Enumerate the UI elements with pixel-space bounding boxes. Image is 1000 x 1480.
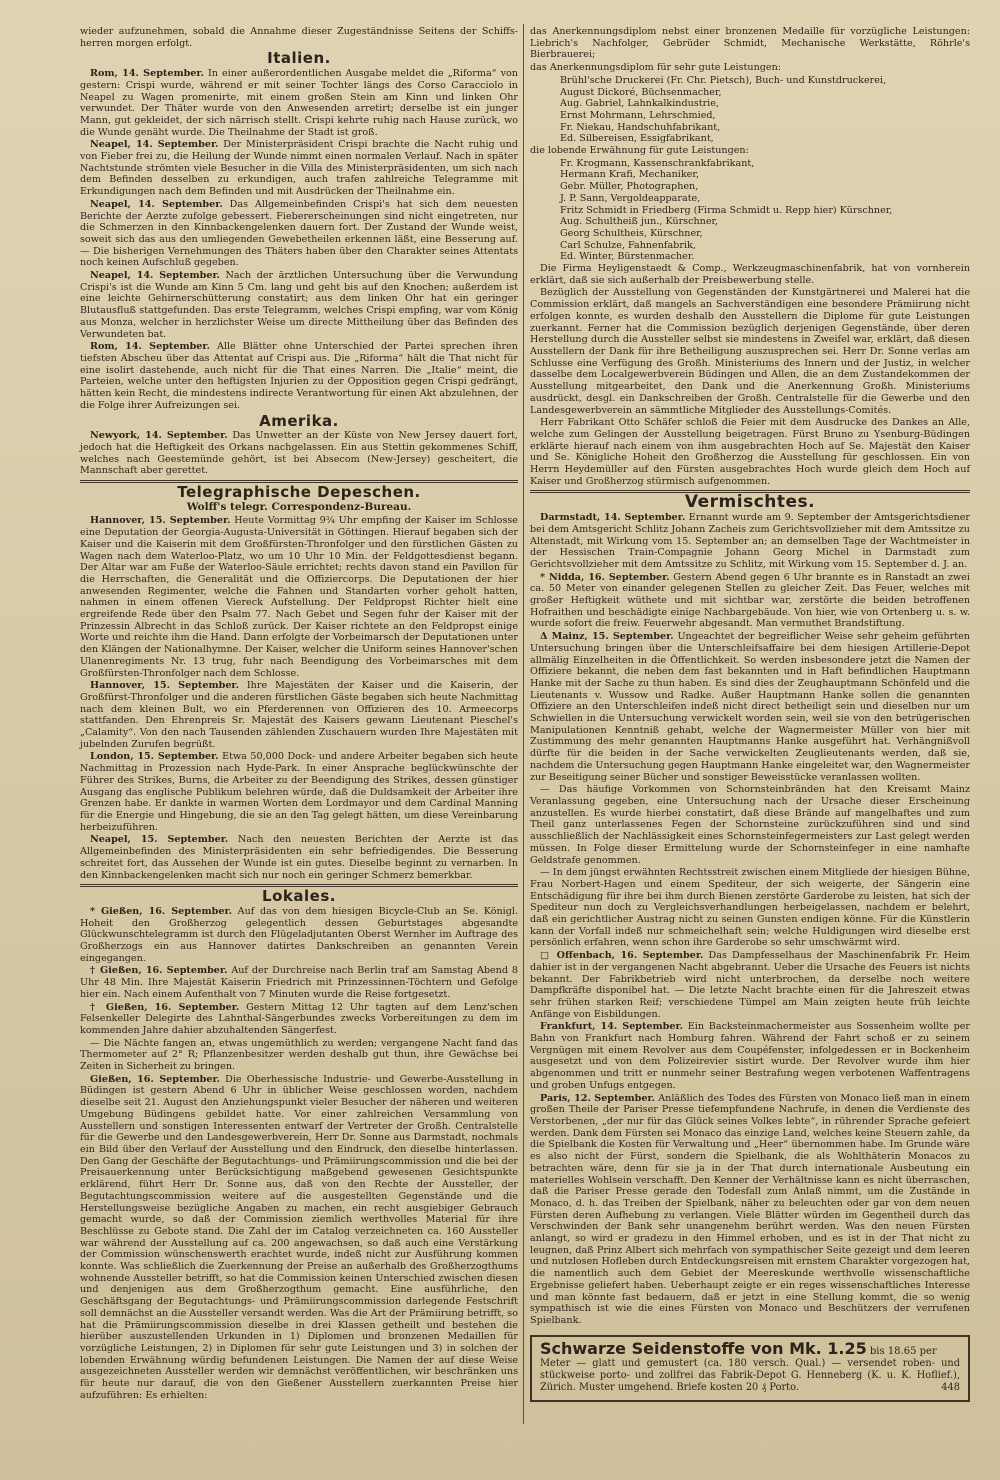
article-dateline: Paris, 12. September. bbox=[540, 1092, 656, 1104]
article bbox=[80, 751, 518, 833]
list-item: Fr. Niekau, Handschuhfabrikant, bbox=[560, 121, 721, 133]
list-item: Fr. Krogmann, Kassenschrankfabrikant, bbox=[560, 157, 755, 169]
list-item: Georg Schultheis, Kürschner, bbox=[560, 227, 703, 239]
article bbox=[80, 68, 518, 138]
article bbox=[530, 950, 970, 1020]
article bbox=[80, 906, 518, 965]
section-heading-telegraphische: Telegraphische Depeschen. bbox=[177, 483, 421, 502]
article-text: — In dem jüngst erwähnten Rechtsstreit zwischen einem Mitgliede der hiesigen Bühne, Frau Norbert-Hagen und einem Spediteur, der sich weigerte, der Sängerin eine Entschädigung für ihre bei ihm durch Bienen zerstörte Garderobe zu leisten, hat sich der Spediteur nun doch zu Vergleichsverhandlungen herbeigelassen, nachdem er belehrt, daß ein gerichtlicher Austrag nicht zu seinen Gunsten endigen könne. Für die Künstlerin kann der Vorfall indeß nur schmeichelhaft sein; welche Huldigungen wird dieselbe erst persönlich erfahren, wenn schon ihre Garderobe so sehr umschwärmt wird. bbox=[530, 867, 970, 949]
ad-title: Schwarze Seidenstoffe von Mk. 1.25 bbox=[540, 1338, 867, 1358]
article-text: — Die Nächte fangen an, etwas ungemüthlich zu werden; vergangene Nacht fand das Thermometer auf 2° R; Pflanzenbesitzer werden deshalb gut thun, ihre Gewächse bei Zeiten in Sicherheit zu bringen. bbox=[80, 1037, 518, 1073]
article-text: Die Firma Heyligenstaedt & Comp., Werkzeugmaschinenfabrik, hat von vornherein erklärt, daß sie sich außerhalb der Preisbewerbung stelle. bbox=[530, 263, 970, 286]
article-text: Das Unwetter an der Küste von New Jersey dauert fort, jedoch hat die Heftigkeit des Orkans nachgelassen. Ein aus Stettin gekommenes Schiff, welches nach Geestemünde gehört, ist bei Absecom (New-Jersey) gescheitert, die Mannschaft aber gerettet. bbox=[80, 430, 518, 477]
article bbox=[80, 680, 518, 750]
article-text: Ein Backsteinmachermeister aus Sossenheim wollte per Bahn von Frankfurt nach Homburg fahren. Während der Fahrt schoß er zu seinem Vergnügen mit einem Revolver aus dem Coupéfenster, infolgedessen er in Bockenheim ausgesetzt und von dem Polizeirevier sistirt wurde. Der Revolver wurde ihm hier abgenommen und tritt er nunmehr seiner Bestrafung wegen verbotenen Waffentragens und groben Unfugs entgegen. bbox=[530, 1021, 970, 1091]
article-text: In einer außerordentlichen Ausgabe meldet die „Riforma“ von gestern: Crispi wurde, während er mit seiner Tochter längs des Corso Caracciolo in Neapel zu Wagen promenirte, mit einem großen Stein am Kinn und linken Ohr verwundet. Der Thäter wurde von den Anwesenden arretirt; derselbe ist ein junger Mann, gut gekleidet, der sich närrisch stellt. Crispi kehrte ruhig nach Hause zurück, wo die Wunde genäht wurde. Die Theilnahme der Stadt ist groß. bbox=[80, 68, 518, 138]
award-list-sehr-gut bbox=[530, 75, 970, 145]
ad-body-text: Meter — glatt und gemustert (ca. 180 versch. Qual.) — versendet roben- und stückweise porto- und zollfrei das Fabrik-Depot G. Henneberg (K. u. K. Hoflief.), Zürich. Muster umgehend. Briefe kosten 20 ₰ Porto. bbox=[540, 1357, 960, 1393]
article-dateline: Δ Mainz, 15. September. bbox=[540, 631, 674, 643]
left-column bbox=[80, 26, 518, 1402]
article bbox=[80, 965, 518, 1000]
article-dateline: Neapel, 14. September. bbox=[90, 198, 223, 210]
award-intro: das Anerkennungsdiplom nebst einer bronzenen Medaille für vorzügliche Leistungen: Liebrich's Nachfolger, Gebrüder Schmidt, Mechanische Werkstätte, Röhrle's Bierbrauerei; bbox=[530, 26, 970, 61]
article-dateline: † Gießen, 16. September. bbox=[90, 965, 228, 977]
article-text: Ungeachtet der begreiflicher Weise sehr geheim geführten Untersuchung bringen über die Unterschleifsaffaire bei dem hiesigen Artillerie-Depot allmälig Einzelheiten in die Öffentlichkeit. So werden insbesondere jetzt die Namen der Offiziere bekannt, die neben dem fast bekannten und in Haft befindlichen Hauptmann Hanke mit der Sache zu thun haben. Es sind dies der Zeughauptmann Schönfeld und die Lieutenants v. Wussow und Radke. Außer Hauptmann Hanke sollen die genannten Offiziere an den Unterschleifen indeß nicht direct betheiligt sein und dieselben nur um Schwiellen in die Untersuchung verwickelt worden sein, weil sie von den betrügerischen Manipulationen Kenntniß gehabt, welche der Wagnermeister Müller von hier mit Zustimmung des mehr genannten Hauptmanns Hanke ausgeführt hat. Verhängnißvoll dürfte für die beiden in der Sache verwickelten Zeuglieutenants werden, daß sie, nachdem die Untersuchung gegen Hauptmann Hanke eingeleitet war, den Wagnermeister zur Beseitigung seiner Bücher und sonstiger Beweisstücke veranlassen wollten. bbox=[530, 631, 970, 783]
article-text: Auf das von dem hiesigen Bicycle-Club an Se. Königl. Hoheit den Großherzog gelegentlich dessen Geburtstages abgesandte Glückwunschtelegramm ist durch den Flügeladjutanten Oberst Wernher im Auftrage des Großherzogs ein aus Hannover datirtes Dankschreiben an genannten Verein eingegangen. bbox=[80, 905, 518, 964]
article-text: Ernannt wurde am 9. September der Amtsgerichtsdiener bei dem Amtsgericht Schlitz Johann Zacheis zum Gerichtsvollzieher mit dem Amtssitze zu Altenstadt, mit Wirkung vom 15. September an; an demselben Tage der Wachtmeister in der Hessischen Train-Compagnie Johann Georg Michel in Darmstadt zum Gerichtsvollzieher mit dem Amtssitze zu Schlitz, mit Wirkung vom 15. September d. J. an. bbox=[530, 512, 970, 570]
award-label-sehr-gut: das Anerkennungsdiplom für sehr gute Leistungen: bbox=[530, 62, 781, 74]
list-item: Ernst Mohrmann, Lehrschmied, bbox=[560, 109, 716, 121]
list-item: Ed. Silbereisen, Essigfabrikant, bbox=[560, 133, 714, 145]
list-item: Hermann Krafi, Mechaniker, bbox=[560, 169, 699, 181]
article-dateline: Rom, 14. September. bbox=[90, 68, 204, 80]
section-heading-italien: Italien. bbox=[267, 49, 331, 68]
article bbox=[80, 199, 518, 269]
article bbox=[530, 784, 970, 866]
list-item: Fritz Schmidt in Friedberg (Firma Schmidt u. Repp hier) Kürschner, bbox=[560, 204, 893, 216]
article-text: Heute Vormittag 9¾ Uhr empfing der Kaiser im Schlosse eine Deputation der Georgia-Augusta-Universität in Göttingen. Hierauf begaben sich der Kaiser und die Kaiserin mit dem Großfürsten-Thronfolger und den fürstlichen Gästen zu Wagen nach dem Waterloo-Platz, wo um 10 Uhr 10 Min. der Feldgottesdienst begann. Der Altar war am Fuße der Waterloo-Säule errichtet; rechts davon stand ein Pavillon für die Herrschaften, die Generalität und die Offiziercorps. Die Deputationen der hier anwesenden Regimenter, welche die Fahnen und Standarten vorher geholt hatten, nahmen in einem offenen Viereck Aufstellung. Der Feldpropst Richter hielt eine ergreifende Rede über den Psalm 77. Nach Gebet und Segen fuhr der Kaiser mit der Prinzessin Albrecht in das Schloß zurück. Der Kaiser richtete an den Feldpropst einige Worte und reichte ihm die Hand. Dann erfolgte der Vorbeimarsch der Deputationen unter den Klängen der Nationalhymne. Der Kaiser, welcher die Uniform seines Hannover'schen Ulanenregiments Nr. 13 trug, fuhr nach Beendigung des Vorbeimarsches mit dem Großfürsten-Thronfolger nach dem Schlosse. bbox=[80, 515, 518, 679]
article bbox=[530, 631, 970, 783]
article bbox=[80, 515, 518, 679]
award-list-lobend bbox=[530, 158, 970, 263]
intro-text: wieder aufzunehmen, sobald die Annahme dieser Zugeständnisse Seitens der Schiffs-herren morgen erfolgt. bbox=[80, 26, 518, 49]
article bbox=[80, 270, 518, 340]
list-item: Ed. Winter, Bürstenmacher. bbox=[560, 251, 695, 263]
article-text: — Das häufige Vorkommen von Schornsteinbränden hat den Kreisamt Mainz Veranlassung gegeben, eine Untersuchung nach der Ursache dieser Erscheinung anzustellen. Es wurde hierbei constatirt, daß diese Brände auf mangelhaftes und zum Theil ganz unterlassenes Fegen der Schornsteine zurückzuführen sind und sind ausschließlich der Nachlässigkeit eines Schornsteinfegermeisters zur Last gelegt werden müssen. In Folge dieser Ermittelung wurde der Schornsteinfeger in eine namhafte Geldstrafe genommen. bbox=[530, 784, 970, 866]
section-heading-lokales: Lokales. bbox=[262, 887, 336, 906]
article bbox=[80, 139, 518, 198]
article bbox=[530, 572, 970, 631]
article-text: Nach den neuesten Berichten der Aerzte ist das Allgemeinbefinden des Ministerpräsidenten ein sehr befriedigendes. Die Besserung schreitet fort, das Aussehen der Wunde ist ein gutes. Dieselbe beginnt zu vernarben. In den Kinnbackengelenken macht sich nur noch ein geringer Schmerz bemerkbar. bbox=[80, 834, 518, 881]
article-dateline: † Gießen, 16. September. bbox=[90, 1001, 240, 1013]
article-text: Der Ministerpräsident Crispi brachte die Nacht ruhig und von Fieber frei zu, die Heilung der Wunde nimmt einen normalen Verlauf. Nach in später Nachtstunde strömten viele Besucher in die Villa des Ministerpräsidenten, um sich nach dem Befinden desselben zu erkundigen, auch trafen zahlreiche Telegramme mit Erkundigungen nach dem Befinden und mit Ausdrücken der Theilnahme ein. bbox=[80, 139, 518, 198]
list-item: Aug. Gabriel, Lahnkalkindustrie, bbox=[560, 98, 719, 110]
article-dateline: Neapel, 15. September. bbox=[90, 834, 229, 846]
article-dateline: □ Offenbach, 16. September. bbox=[540, 950, 704, 962]
article-dateline: London, 15. September. bbox=[90, 751, 219, 763]
article bbox=[530, 1021, 970, 1091]
article-dateline: Frankfurt, 14. September. bbox=[540, 1021, 684, 1033]
article-text: Anläßlich des Todes des Fürsten von Monaco ließ man in einem großen Theile der Pariser Presse tiefempfundene Nachrufe, in denen die Verdienste des Verstorbenen, „der nur für das Glück seines Volkes lebte“, in rührender Sprache gefeiert werden. Dank dem Fürsten sei Monaco das einzige Land, welches keine Steuern zahle, da die Spielbank die Kosten für Verwaltung und „Heer“ übernommen habe. Im Grunde wäre es also nicht der Fürst, sondern die Spielbank, die als Wohlthäterin Monacos zu betrachten wäre, denn für sie ja in der That durch internationale Ausbeutung ein materielles Wohlsein verschafft. Den Kenner der Verhältnisse kann es nicht überraschen, daß die Pariser Presse gerade den Todesfall zum Anlaß nimmt, um die Zustände in Monaco, d. h. das Treiben der Spielbank, näher zu beleuchten oder gar von dem neuen Fürsten deren Aufhebung zu verlangen. Viele Blätter würden im Gegentheil durch das Verschwinden der Bank sehr unangenehm berührt werden. Was den neuen Fürsten anlangt, so wird er gradezu in den Himmel erhoben, und es ist in der That nicht zu leugnen, daß Prinz Albert sich mehrfach von sympathischer Seite gezeigt und dem leeren und nutzlosen Hofleben durch Entdeckungsreisen mit ernstem Charakter vorgezogen hat, die namentlich auch dem Gebiet der Meereskunde werthvolle wissenschaftliche Ergebnisse geliefert haben. Ueberhaupt zeigte er ein reges wissenschaftliches Interesse und man könnte fast bedauern, daß er jetzt in eine Stellung kommt, die so wenig sympathisch ist wie die eines Fürsten von Monaco und Beschützers der verrufenen Spielbank. bbox=[530, 1092, 970, 1326]
article bbox=[80, 430, 518, 477]
article-dateline: Neapel, 14. September. bbox=[90, 270, 220, 282]
article bbox=[530, 512, 970, 571]
article bbox=[80, 1002, 518, 1037]
article-text: Gestern Abend gegen 6 Uhr brannte es in Ranstadt an zwei ca. 50 Meter von einander gelegenen Stellen zu gleicher Zeit. Das Feuer, welches mit großer Heftigkeit wüthete und mit sichtbar war, zerstörte die beiden betroffenen Hofraithen und beschädigte einige Nachbargebäude. Von hier, wie von Ortenberg u. s. w. wurde sofort die freiw. Feuerwehr abgesandt. Man vermuthet Brandstiftung. bbox=[530, 571, 970, 630]
article-dateline: Hannover, 15. September. bbox=[90, 515, 231, 527]
column-divider bbox=[523, 24, 524, 1424]
list-item: Gebr. Müller, Photographen, bbox=[560, 181, 699, 193]
article bbox=[80, 341, 518, 411]
article bbox=[530, 1093, 970, 1327]
award-label-lobend: die lobende Erwähnung für gute Leistungen: bbox=[530, 145, 749, 157]
article-text: Das Allgemeinbefinden Crispi's hat sich dem neuesten Berichte der Aerzte zufolge gebessert. Fiebererscheinungen sind nicht eingetreten, nur die Schmerzen in den Kinnbackengelenken dauern fort. Der Zustand der Wunde weist, soweit sich das aus den umliegenden Gewebetheilen erkennen läßt, eine Besserung auf. — Die bisherigen Vernehmungen des Thäters haben über den Charakter seines Attentats noch keinen Aufschluß gegeben. bbox=[80, 198, 518, 269]
article bbox=[80, 1038, 518, 1073]
ad-number: 448 bbox=[941, 1381, 960, 1393]
article-text: Ihre Majestäten der Kaiser und die Kaiserin, der Großfürst-Thronfolger und die anderen fürstlichen Gäste begaben sich heute Nachmittag nach dem kleinen Bult, wo ein Pferderennen von Offizieren des 10. Armeecorps stattfanden. Den Ehrenpreis Sr. Majestät des Kaisers gewann Lieutenant Pieschel's „Calamity“. Von den nach Tausenden zählenden Zuschauern wurden Ihre Majestäten mit jubelnden Zurufen begrüßt. bbox=[80, 680, 518, 750]
article-dateline: * Nidda, 16. September. bbox=[540, 571, 670, 583]
ad-body bbox=[540, 1358, 960, 1394]
article-dateline: Newyork, 14. September. bbox=[90, 430, 228, 442]
list-item: J. P. Sann, Vergoldeapparate, bbox=[560, 192, 701, 204]
section-heading-vermischtes: Vermischtes. bbox=[684, 492, 816, 513]
article-text: Nach der ärztlichen Untersuchung über die Verwundung Crispi's ist die Wunde am Kinn 5 Cm. lang und geht bis auf den Knochen; außerdem ist eine leichte Gehirnerschütterung constatirt; aus dem linken Ohr hat ein geringer Blutausfluß stattgefunden. Das erste Telegramm, welches Crispi empfing, war vom König aus Monza, welcher in herzlichster Weise um directe Mittheilung über das Befinden des Verwundeten bat. bbox=[80, 270, 518, 340]
list-item: Brühl'sche Druckerei (Fr. Chr. Pietsch), Buch- und Kunstdruckerei, bbox=[560, 74, 887, 86]
article-dateline: * Gießen, 16. September. bbox=[90, 905, 232, 917]
ad-title-rest: bis 18.65 per bbox=[869, 1345, 937, 1357]
article-text: Alle Blätter ohne Unterschied der Partei sprechen ihren tiefsten Abscheu über das Attentat auf Crispi aus. Die „Riforma“ hält die That nicht für eine isolirt dastehende, auch nicht für die That eines Narren. Die „Italie“ meint, die Parteien, welche unter den heftigsten Injurien zu der Opposition gegen Crispi gedrängt, hätten kein Recht, die mindestens indirecte Verantwortung für einen Akt abzulehnen, der die Folge ihrer Aufreizungen sei. bbox=[80, 341, 518, 411]
article-text: Die Oberhessische Industrie- und Gewerbe-Ausstellung in Büdingen ist gestern Abend 6 Uhr in üblicher Weise geschlossen worden, nachdem dieselbe seit 21. August den Anziehungspunkt vieler Besucher der näheren und weiteren Umgebung Büdingens gebildet hatte. Vor einer zahlreichen Versammlung von Ausstellern und sonstigen Interessenten entwarf der Vertreter der Großh. Centralstelle für die Gewerbe und den Landesgewerbverein, Herr Dr. Sonne aus Darmstadt, nochmals ein Bild über den Verlauf der Ausstellung und den Eindruck, den dieselbe hinterlassen. Den Gang der Geschäfte der Begutachtungs- und Prämiirungscommission und die bei der Preisauerkennung unter Berücksichtigung maßgebend gewesenen Gesichtspunkte erklärend, führt Herr Dr. Sonne aus, daß von den Rechte der Aussteller, der Begutachtungscommission weitere auf die ausgestellten Gegenstände und die Herstellungsweise bezügliche Angaben zu machen, ein recht ausgiebiger Gebrauch gemacht wurde, so daß der Commission ziemlich werthvolles Material für ihre Beschlüsse zu Gebote stand. Die Zahl der im Catalog verzeichneten ca. 160 Aussteller war während der Ausstellung auf ca. 200 angewachsen, so daß auch eine Verstärkung der Commission wünschenswerth erachtet wurde, indeß nicht zur Ausführung kommen konnte. Was schließlich die Zuerkennung der Preise an außerhalb des Großherzogthums wohnende Aussteller betrifft, so hat die Commission keinen Unterschied zwischen diesen und denjenigen aus dem Großherzogthum gemacht. Eine ausführliche, den Geschäftsgang der Begutachtungs- und Prämiirungscommission darlegende Festschrift soll demnächst an die Aussteller versandt werden. Was die Art der Prämiirung betrifft, so hat die Prämiirungscommission dieselbe in drei Klassen getheilt und bestehen die hierüber auszustellenden Urkunden in 1) Diplomen und bronzenen Medaillen für vorzügliche Leistungen, 2) in Diplomen für sehr gute Leistungen und 3) in solchen der lobenden Erwähnung würdig befundenen Leistungen. Die Namen der auf diese Weise ausgezeichneten Aussteller werden wir demnächst veröffentlichen, wir beschränken uns für heute nur darauf, die von den Gießener Ausstellern zuerkannten Preise hier aufzuführen: Es erhielten: bbox=[80, 1073, 518, 1401]
list-item: August Dickoré, Büchsenmacher, bbox=[560, 86, 722, 98]
ad-headline bbox=[540, 1338, 960, 1358]
advertisement-box bbox=[530, 1335, 970, 1402]
article-dateline: Rom, 14. September. bbox=[90, 341, 210, 353]
article-dateline: Darmstadt, 14. September. bbox=[540, 512, 686, 524]
article bbox=[80, 834, 518, 881]
article bbox=[530, 867, 970, 949]
article-text: Etwa 50,000 Dock- und andere Arbeiter begaben sich heute Nachmittag in Prozession nach Hyde-Park. In einer Ansprache beglückwünschte der Führer des Strikes, Burns, die Arbeiter zu der Beendigung des Strikes, dessen günstiger Ausgang das englische Publikum belehren würde, daß die Duldsamkeit der Arbeiter ihre Grenzen habe. Er dankte in warmen Worten dem Lordmayor und dem Cardinal Manning für die Energie und Hingebung, die sie an den Tag gelegt hätten, um diese Vereinbarung herbeizuführen. bbox=[80, 751, 518, 833]
list-item: Carl Schulze, Fahnenfabrik, bbox=[560, 239, 696, 251]
right-column bbox=[530, 26, 970, 1402]
section-subhead: Wolff's telegr. Correspondenz-Bureau. bbox=[186, 500, 412, 513]
section-heading-amerika: Amerika. bbox=[259, 411, 339, 430]
article-text: Bezüglich der Ausstellung von Gegenständen der Kunstgärtnerei und Malerei hat die Commission erklärt, daß mangels an Sachverständigen eine besondere Prämiirung nicht erfolgen konnte, es wurden deshalb den Ausstellern die Diplome für gute Leistungen zuerkannt. Ferner hat die Commission bezüglich derjenigen Gegenstände, über deren Herstellung durch die Aussteller selbst sie mindestens in Zweifel war, erklärt, daß diesen Ausstellern der Dank für ihre Betheiligung auszusprechen sei. Herr Dr. Sonne verlas am Schlusse eine Verfügung des Großh. Ministeriums des Innern und der Justiz, in welcher dasselbe dem Localgewerbverein Büdingen und Allen, die an dem Zustandekommen der Ausstellung mitgearbeitet, den Dank und die Anerkennung Großh. Ministeriums ausdrückt, desgl. ein Dankschreiben der Großh. Centralstelle für die Gewerbe und den Landesgewerbverein an sämmtliche Mitglieder des Ausstellungs-Comités. bbox=[530, 287, 970, 416]
article-dateline: Neapel, 14. September. bbox=[90, 139, 219, 151]
article-text: Gestern Mittag 12 Uhr tagten auf dem Lenz'schen Felsenkeller Delegirte des Lahnthal-Sängerbundes zwecks Vorbereitungen zu dem im kommenden Jahre dahier abzuhaltenden Sängerfest. bbox=[80, 1001, 518, 1036]
article-text: Auf der Durchreise nach Berlin traf am Samstag Abend 8 Uhr 48 Min. Ihre Majestät Kaiserin Friedrich mit Prinzessinnen-Töchtern und Gefolge hier ein. Nach einem Aufenthalt von 7 Minuten wurde die Reise fortgesetzt. bbox=[80, 965, 518, 1000]
article-dateline: Hannover, 15. September. bbox=[90, 680, 239, 692]
list-item: Aug. Schultheiß jun., Kürschner, bbox=[560, 216, 719, 228]
article-text: Das Dampfesselhaus der Maschinenfabrik Fr. Heim dahier ist in der vergangenen Nacht abgebrannt. Ueber die Ursache des Feuers ist nichts bekannt. Der Fabrikbetrieb wird nicht unterbrochen, da derselbe noch weitere Dampfkräfte disponibel hat. — Die letzte Nacht brachte einen für die Jahreszeit etwas sehr frühen starken Reif; verschiedene Tümpel am Main zeigten heute früh leichte Anfänge von Eisbildungen. bbox=[530, 950, 970, 1020]
article bbox=[80, 1074, 518, 1402]
article-dateline: Gießen, 16. September. bbox=[90, 1073, 220, 1085]
italien-articles bbox=[80, 68, 518, 411]
article-text: Herr Fabrikant Otto Schäfer schloß die Feier mit dem Ausdrucke des Dankes an Alle, welche zum Gelingen der Ausstellung beigetragen. Fürst Bruno zu Ysenburg-Büdingen erklärte hierauf nach einem von ihm ausgebrachten Hoch auf Se. Majestät den Kaiser und Se. Königliche Hoheit den Großherzog die Ausstellung für geschlossen. Ein von Herrn Heydemüller auf den Fürsten ausgebrachtes Hoch wurde gleich dem Hoch auf Kaiser und Großherzog stürmisch aufgenommen. bbox=[530, 417, 970, 487]
